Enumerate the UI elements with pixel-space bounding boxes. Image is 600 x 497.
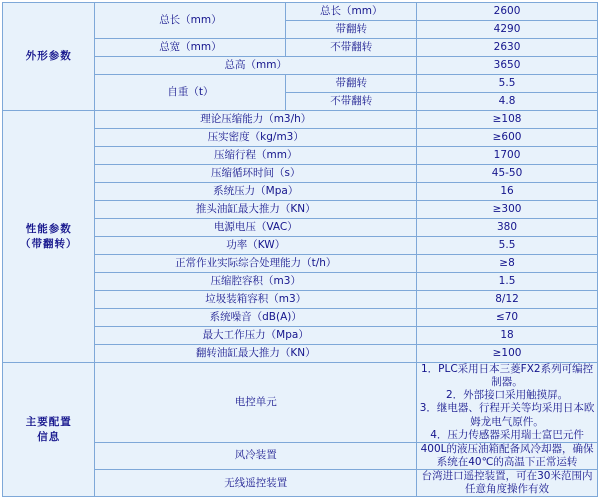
row-value-flip-cylinder-force: ≥100 [417, 345, 598, 363]
row-value-chamber-volume: 1.5 [417, 273, 598, 291]
row-value-actual-capacity: ≥8 [417, 255, 598, 273]
note-line: 4．压力传感器采用瑞士富巴元件 [430, 428, 584, 441]
note-line: 1．PLC采用日本三菱FX2系列可编控制器。 [420, 363, 594, 389]
group-label-dimensions: 外形参数 [3, 3, 95, 111]
table-row [3, 3, 598, 21]
row-label-air-cooling: 风冷装置 [95, 442, 417, 469]
row-label-total-width: 总宽（mm） [95, 39, 286, 57]
row-label-cycle-time: 压缩循环时间（s） [95, 165, 417, 183]
row-value-power: 5.5 [417, 237, 598, 255]
row-notes-wireless-remote [417, 470, 598, 497]
row-sublabel-with-flip-weight: 带翻转 [286, 75, 417, 93]
row-value-total-height: 3650 [417, 57, 598, 75]
row-value-cycle-time: 45-50 [417, 165, 598, 183]
row-label-compaction-stroke: 压缩行程（mm） [95, 147, 417, 165]
group-label-performance [3, 111, 95, 363]
row-value-system-noise: ≤70 [417, 309, 598, 327]
row-label-self-weight: 自重（t） [95, 75, 286, 111]
note-line: 3．继电器、行程开关等均采用日本欧姆龙电气原件。 [419, 402, 595, 428]
row-label-supply-voltage: 电源电压（VAC） [95, 219, 417, 237]
row-notes-control-unit [417, 363, 598, 443]
row-label-control-unit: 电控单元 [95, 363, 417, 443]
row-value-system-pressure: 16 [417, 183, 598, 201]
row-label-system-pressure: 系统压力（Mpa） [95, 183, 417, 201]
row-sublabel-without-flip-weight: 不带翻转 [286, 93, 417, 111]
group-label-config-line1: 主要配置 [25, 415, 72, 428]
row-label-total-length: 总长（mm） [95, 3, 286, 39]
note-line: 2．外部接口采用触摸屏。 [445, 389, 569, 402]
row-label-chamber-volume: 压缩腔容积（m3） [95, 273, 417, 291]
group-label-main-configuration [3, 363, 95, 497]
group-label-performance-line2: （带翻转） [19, 237, 78, 250]
spec-sheet [0, 2, 600, 496]
row-notes-air-cooling [417, 442, 598, 469]
row-label-flip-cylinder-force: 翻转油缸最大推力（KN） [95, 345, 417, 363]
row-label-wireless-remote: 无线遥控装置 [95, 470, 417, 497]
row-label-actual-capacity: 正常作业实际综合处理能力（t/h） [95, 255, 417, 273]
row-label-system-noise: 系统噪音（dB(A)） [95, 309, 417, 327]
row-value-total-width: 2630 [417, 39, 598, 57]
row-value-without-flip-weight: 4.8 [417, 93, 598, 111]
row-label-power: 功率（KW） [95, 237, 417, 255]
table-row [3, 111, 598, 129]
row-value-pusher-force: ≥300 [417, 201, 598, 219]
group-label-performance-line1: 性能参数 [25, 222, 72, 235]
row-label-container-volume: 垃圾装箱容积（m3） [95, 291, 417, 309]
row-value-total-length: 2600 [417, 3, 598, 21]
table-row [3, 363, 598, 443]
row-label-max-working-pressure: 最大工作压力（Mpa） [95, 327, 417, 345]
note-line: 台湾进口遥控装置，可在30米范围内任意角度操作有效 [421, 470, 593, 496]
row-value-with-flip-weight: 5.5 [417, 75, 598, 93]
row-label-theoretical-capacity: 理论压缩能力（m3/h） [95, 111, 417, 129]
row-value-max-working-pressure: 18 [417, 327, 598, 345]
row-value-theoretical-capacity: ≥108 [417, 111, 598, 129]
row-value-container-volume: 8/12 [417, 291, 598, 309]
specification-table [2, 2, 598, 497]
row-value-with-flip-length: 4290 [417, 21, 598, 39]
row-sublabel-without-flip-width: 不带翻转 [286, 39, 417, 57]
row-sublabel-total-length: 总长（mm） [286, 3, 417, 21]
row-label-compaction-density: 压实密度（kg/m3） [95, 129, 417, 147]
group-label-config-line2: 信息 [37, 430, 61, 443]
row-label-total-height: 总高（mm） [95, 57, 417, 75]
row-sublabel-with-flip-length: 带翻转 [286, 21, 417, 39]
row-value-compaction-density: ≥600 [417, 129, 598, 147]
note-line: 400L的液压油箱配备风冷却器，确保系统在40℃的高温下正常运转 [420, 442, 594, 468]
row-value-supply-voltage: 380 [417, 219, 598, 237]
row-label-pusher-force: 推头油缸最大推力（KN） [95, 201, 417, 219]
row-value-compaction-stroke: 1700 [417, 147, 598, 165]
